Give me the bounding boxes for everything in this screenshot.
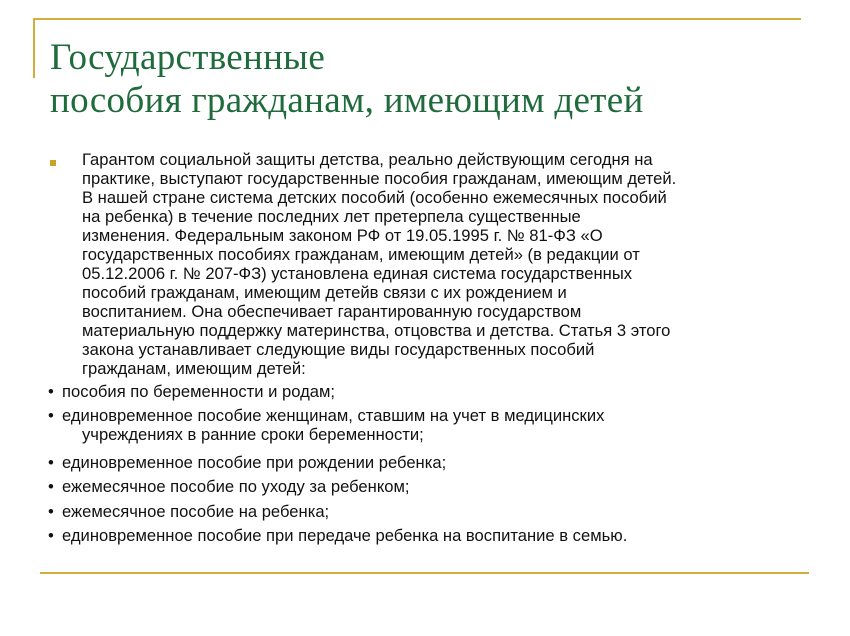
paragraph-line: на ребенка) в течение последних лет претерпела существенные [82,207,581,226]
list-item [48,502,329,521]
paragraph-line: воспитанием. Она обеспечивает гарантированную государством [82,302,582,321]
bottom-accent-rule [40,572,809,574]
paragraph-line: закона устанавливает следующие виды государственных пособий [82,340,595,359]
list-item [48,382,335,401]
list-item-text: пособия по беременности и родам; [62,382,335,401]
paragraph-line: Гарантом социальной защиты детства, реально действующим сегодня на [82,150,653,169]
bullet-dot-icon: • [48,453,54,472]
bullet-dot-icon: • [48,526,54,545]
list-item-text: единовременное пособие женщинам, ставшим на учет в медицинских [62,406,605,425]
intro-paragraph [82,150,822,378]
paragraph-line: гражданам, имеющим детей: [82,359,306,378]
bullet-dot-icon: • [48,406,54,425]
paragraph-line: 05.12.2006 г. № 207-ФЗ) установлена единая система государственных [82,264,633,283]
paragraph-line: практике, выступают государственные пособия гражданам, имеющим детей. [82,169,677,188]
list-item-text: ежемесячное пособие на ребенка; [62,502,330,521]
paragraph-line: изменения. Федеральным законом РФ от 19.05.1995 г. № 81-ФЗ «О [82,226,603,245]
title-line-1: Государственные [50,37,326,78]
bullet-dot-icon: • [48,502,54,521]
bullet-dot-icon: • [48,477,54,496]
list-item-continuation: учреждениях в ранние сроки беременности; [82,425,424,444]
list-item [48,477,410,496]
paragraph-line: материальную поддержку материнства, отцовства и детства. Статья 3 этого [82,321,671,340]
list-item-text: единовременное пособие при передаче ребенка на воспитание в семью. [62,526,628,545]
title-line-2: пособия гражданам, имеющим детей [50,80,644,121]
list-item [48,453,446,472]
square-bullet-icon [50,160,56,166]
list-item-text: единовременное пособие при рождении ребенка; [62,453,447,472]
paragraph-line: В нашей стране система детских пособий (особенно ежемесячных пособий [82,188,667,207]
bullet-dot-icon: • [48,382,54,401]
paragraph-line: пособий гражданам, имеющим детейв связи с их рождением и [82,283,567,302]
paragraph-line: государственных пособиях гражданам, имеющим детей» (в редакции от [82,245,640,264]
list-item [48,526,627,545]
list-item-text: ежемесячное пособие по уходу за ребенком; [62,477,410,496]
list-item [48,406,604,444]
